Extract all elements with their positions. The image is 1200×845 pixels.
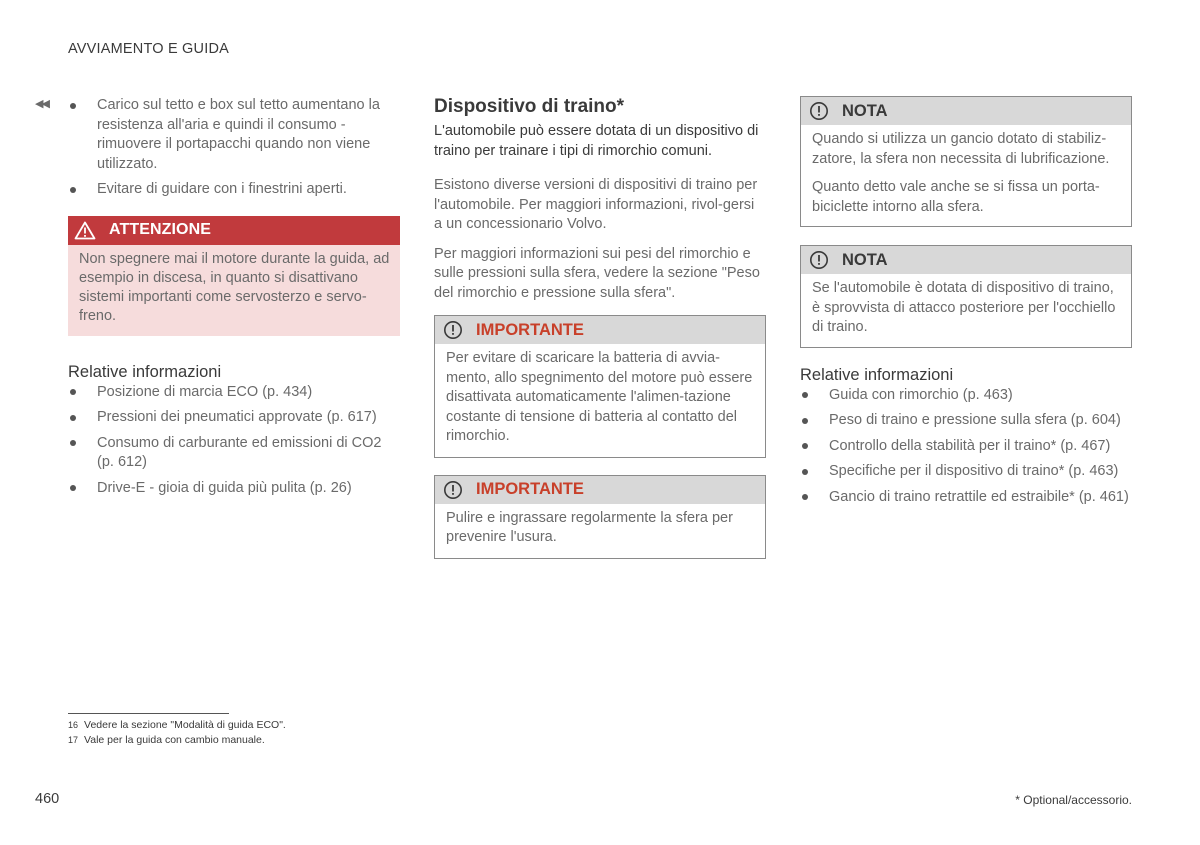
note-header [801, 97, 1131, 125]
related-link[interactable]: Gancio di traino retrattile ed estraibile* (p. 461) [800, 488, 1132, 508]
exclamation-circle-icon [443, 480, 463, 500]
back-arrow-icon[interactable]: ◀◀ [35, 98, 48, 110]
column-middle [434, 96, 766, 559]
page-header: AVVIAMENTO E GUIDA [68, 41, 229, 57]
footnote [68, 733, 286, 748]
section-title: Dispositivo di traino* [434, 96, 625, 117]
footnote-number: 16 [68, 720, 79, 730]
note-title: NOTA [842, 250, 888, 269]
warning-triangle-icon [74, 221, 96, 240]
info-circle-icon [809, 101, 829, 121]
related-link[interactable]: Controllo della stabilità per il traino* (p. 467) [800, 437, 1132, 457]
bullet-list [68, 96, 400, 200]
note-body [801, 125, 1131, 226]
note-paragraph: Se l'automobile è dotata di dispositivo di traino, è sprovvista di attacco posteriore per l'occhiello di traino. [812, 280, 1116, 335]
related-list [68, 383, 400, 499]
related-link[interactable]: Guida con rimorchio (p. 463) [800, 386, 1132, 406]
footnote-text: Vale per la guida con cambio manuale. [84, 733, 265, 746]
note-paragraph: Quanto detto vale anche se si fissa un porta-biciclette intorno alla sfera. [812, 179, 1100, 215]
important-box [434, 475, 766, 559]
note-header [801, 246, 1131, 274]
related-list [800, 386, 1132, 508]
footnotes [68, 718, 286, 747]
important-title: IMPORTANTE [476, 480, 584, 498]
important-text: Per evitare di scaricare la batteria di avvia-mento, allo spegnimento del motore può essere disattivata automaticamente l'alimen-tazione costante di tensione di batteria al contatto del rimorchio. [446, 350, 753, 444]
column-left [68, 96, 400, 504]
note-paragraph: Quando si utilizza un gancio dotato di stabiliz-zatore, la sfera non necessita di lubrificazione. [812, 131, 1110, 167]
warning-header [68, 216, 400, 245]
related-link[interactable]: Peso di traino e pressione sulla sfera (p. 604) [800, 411, 1132, 431]
paragraph: Esistono diverse versioni di dispositivi di traino per l'automobile. Per maggiori informazioni, rivol-gersi a un concessionario Volvo. [434, 177, 758, 232]
warning-title: ATTENZIONE [109, 221, 212, 238]
optional-note: * Optional/accessorio. [1015, 793, 1132, 807]
exclamation-circle-icon [443, 320, 463, 340]
list-item: Carico sul tetto e box sul tetto aumentano la resistenza all'aria e quindi il consumo - rimuovere il portapacchi quando non viene utilizzato. [68, 96, 400, 174]
footnote [68, 718, 286, 733]
related-link[interactable]: Consumo di carburante ed emissioni di CO2 (p. 612) [68, 434, 400, 473]
important-header [435, 476, 765, 504]
info-circle-icon [809, 250, 829, 270]
important-header [435, 316, 765, 344]
column-right [800, 96, 1132, 513]
list-item: Evitare di guidare con i finestrini aperti. [68, 180, 400, 200]
related-link[interactable]: Posizione di marcia ECO (p. 434) [68, 383, 400, 403]
note-body [801, 274, 1131, 347]
related-title: Relative informazioni [800, 365, 954, 384]
related-title: Relative informazioni [68, 362, 222, 381]
footnote-divider [68, 713, 229, 714]
related-link[interactable]: Pressioni dei pneumatici approvate (p. 617) [68, 408, 400, 428]
important-box [434, 315, 766, 458]
note-title: NOTA [842, 101, 888, 120]
important-title: IMPORTANTE [476, 320, 584, 339]
note-box [800, 245, 1132, 348]
related-link[interactable]: Specifiche per il dispositivo di traino* (p. 463) [800, 462, 1132, 482]
footnote-number: 17 [68, 734, 79, 745]
related-link[interactable]: Drive-E - gioia di guida più pulita (p. 26) [68, 479, 400, 499]
paragraph: Per maggiori informazioni sui pesi del rimorchio e sulle pressioni sulla sfera, vedere la sezione "Peso del rimorchio e pressione sulla sfera". [434, 245, 760, 301]
important-text: Pulire e ingrassare regolarmente la sfera per prevenire l'usura. [446, 509, 733, 545]
page-number: 460 [35, 791, 60, 807]
warning-text: Non spegnere mai il motore durante la guida, ad esempio in discesa, in quanto si disattivano sistemi importanti come servosterzo e servo-freno. [79, 250, 390, 324]
warning-box [68, 216, 400, 336]
note-box [800, 96, 1132, 227]
section-lead: L'automobile può essere dotata di un dispositivo di traino per trainare i tipi di rimorchio comuni. [434, 123, 759, 159]
footnote-text: Vedere la sezione "Modalità di guida ECO". [84, 719, 286, 731]
